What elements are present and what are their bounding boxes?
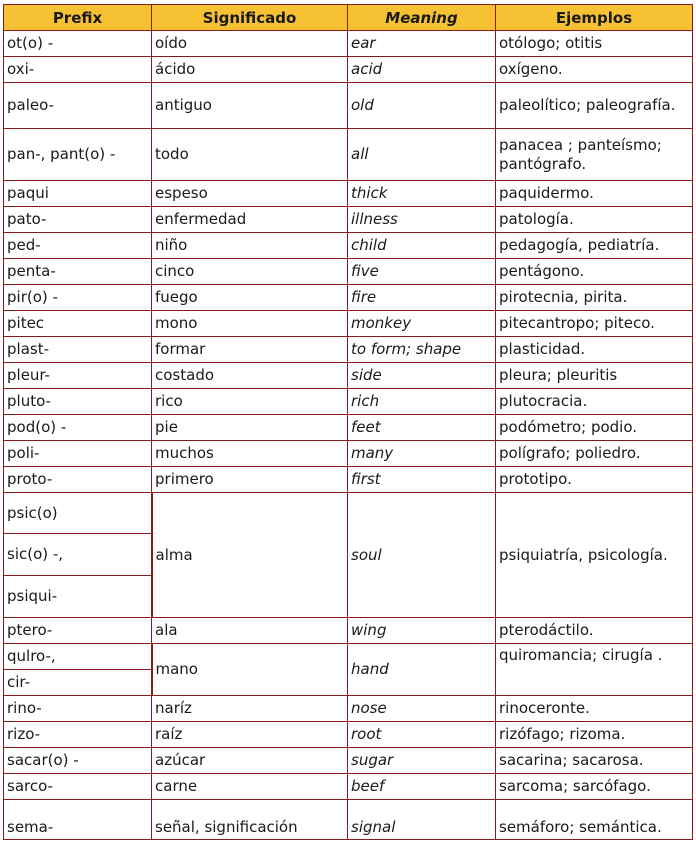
ejemplos-cell: sacarina; sacarosa.: [496, 748, 693, 774]
meaning-cell: soul: [348, 493, 496, 618]
table-row: [4, 493, 693, 534]
prefix-cell: ped-: [4, 233, 152, 259]
ejemplos-cell: paquidermo.: [496, 181, 693, 207]
significado-cell: alma: [152, 493, 348, 618]
significado-cell: fuego: [152, 285, 348, 311]
significado-cell: mano: [152, 644, 348, 696]
table-row: [4, 57, 693, 83]
table-row: [4, 259, 693, 285]
table-row: [4, 774, 693, 800]
table-row: [4, 207, 693, 233]
ejemplos-cell: patología.: [496, 207, 693, 233]
prefix-cell: pleur-: [4, 363, 152, 389]
ejemplos-cell: otólogo; otitis: [496, 31, 693, 57]
meaning-cell: hand: [348, 644, 496, 696]
meaning-cell: to form; shape: [348, 337, 496, 363]
ejemplos-cell: pedagogía, pediatría.: [496, 233, 693, 259]
meaning-cell: beef: [348, 774, 496, 800]
prefix-cell: pitec: [4, 311, 152, 337]
significado-cell: primero: [152, 467, 348, 493]
significado-cell: señal, significación: [152, 800, 348, 840]
header-meaning: Meaning: [348, 5, 496, 31]
table-row: [4, 618, 693, 644]
header-ejemplos: Ejemplos: [496, 5, 693, 31]
prefix-cell: sarco-: [4, 774, 152, 800]
significado-cell: pie: [152, 415, 348, 441]
ejemplos-cell: pirotecnia, pirita.: [496, 285, 693, 311]
meaning-cell: five: [348, 259, 496, 285]
meaning-cell: root: [348, 722, 496, 748]
meaning-cell: ear: [348, 31, 496, 57]
prefix-cell: rino-: [4, 696, 152, 722]
meaning-cell: first: [348, 467, 496, 493]
prefix-cell: sic(o) -,: [4, 534, 152, 576]
table-row: [4, 285, 693, 311]
significado-cell: oído: [152, 31, 348, 57]
ejemplos-cell: oxígeno.: [496, 57, 693, 83]
table-row: [4, 181, 693, 207]
significado-cell: cinco: [152, 259, 348, 285]
prefix-cell: sacar(o) -: [4, 748, 152, 774]
ejemplos-cell: semáforo; semántica.: [496, 800, 693, 840]
significado-cell: muchos: [152, 441, 348, 467]
meaning-cell: feet: [348, 415, 496, 441]
table-row: [4, 31, 693, 57]
prefix-cell: pluto-: [4, 389, 152, 415]
ejemplos-cell: polígrafo; poliedro.: [496, 441, 693, 467]
meaning-cell: monkey: [348, 311, 496, 337]
meaning-cell: illness: [348, 207, 496, 233]
significado-cell: antiguo: [152, 83, 348, 129]
header-prefix: Prefix: [4, 5, 152, 31]
meaning-cell: old: [348, 83, 496, 129]
meaning-cell: child: [348, 233, 496, 259]
prefix-cell: ptero-: [4, 618, 152, 644]
meaning-cell: rich: [348, 389, 496, 415]
significado-cell: espeso: [152, 181, 348, 207]
significado-cell: rico: [152, 389, 348, 415]
prefix-cell: plast-: [4, 337, 152, 363]
ejemplos-cell: quiromancia; cirugía .: [496, 644, 693, 696]
significado-cell: todo: [152, 129, 348, 181]
ejemplos-cell: paleolítico; paleografía.: [496, 83, 693, 129]
prefix-cell: psic(o): [4, 493, 152, 534]
significado-cell: azúcar: [152, 748, 348, 774]
prefix-cell: penta-: [4, 259, 152, 285]
table-row: [4, 129, 693, 181]
meaning-cell: all: [348, 129, 496, 181]
table-row: [4, 311, 693, 337]
meaning-cell: signal: [348, 800, 496, 840]
prefix-cell: psiqui-: [4, 576, 152, 618]
meaning-cell: nose: [348, 696, 496, 722]
significado-cell: mono: [152, 311, 348, 337]
meaning-cell: side: [348, 363, 496, 389]
meaning-cell: thick: [348, 181, 496, 207]
table-row: [4, 644, 693, 670]
prefix-cell: ot(o) -: [4, 31, 152, 57]
ejemplos-cell: pentágono.: [496, 259, 693, 285]
ejemplos-cell: plasticidad.: [496, 337, 693, 363]
ejemplos-cell: pterodáctilo.: [496, 618, 693, 644]
ejemplos-cell: prototipo.: [496, 467, 693, 493]
significado-cell: ácido: [152, 57, 348, 83]
table-row: [4, 748, 693, 774]
ejemplos-cell: psiquiatría, psicología.: [496, 493, 693, 618]
meaning-cell: fire: [348, 285, 496, 311]
table-row: [4, 722, 693, 748]
prefix-cell: poli-: [4, 441, 152, 467]
table-row: [4, 337, 693, 363]
ejemplos-cell: plutocracia.: [496, 389, 693, 415]
prefix-cell: qulro-,: [4, 644, 152, 670]
prefix-cell: pod(o) -: [4, 415, 152, 441]
header-row: [4, 5, 693, 31]
ejemplos-cell: rinoceronte.: [496, 696, 693, 722]
prefix-cell: paleo-: [4, 83, 152, 129]
significado-cell: niño: [152, 233, 348, 259]
prefix-cell: pan-, pant(o) -: [4, 129, 152, 181]
ejemplos-cell: sarcoma; sarcófago.: [496, 774, 693, 800]
significado-cell: naríz: [152, 696, 348, 722]
header-significado: Significado: [152, 5, 348, 31]
prefix-cell: sema-: [4, 800, 152, 840]
meaning-cell: sugar: [348, 748, 496, 774]
prefix-cell: pato-: [4, 207, 152, 233]
prefix-cell: paqui: [4, 181, 152, 207]
significado-cell: enfermedad: [152, 207, 348, 233]
meaning-cell: acid: [348, 57, 496, 83]
table-row: [4, 441, 693, 467]
ejemplos-cell: pitecantropo; piteco.: [496, 311, 693, 337]
meaning-cell: wing: [348, 618, 496, 644]
prefix-cell: pir(o) -: [4, 285, 152, 311]
table-row: [4, 233, 693, 259]
ejemplos-cell: panacea ; panteísmo; pantógrafo.: [496, 129, 693, 181]
ejemplos-cell: podómetro; podio.: [496, 415, 693, 441]
table-row: [4, 696, 693, 722]
table-row: [4, 415, 693, 441]
meaning-cell: many: [348, 441, 496, 467]
prefix-cell: rizo-: [4, 722, 152, 748]
prefix-cell: cir-: [4, 670, 152, 696]
significado-cell: costado: [152, 363, 348, 389]
prefix-cell: proto-: [4, 467, 152, 493]
table-row: [4, 389, 693, 415]
table-row: [4, 800, 693, 840]
table-row: [4, 363, 693, 389]
table-row: [4, 83, 693, 129]
significado-cell: formar: [152, 337, 348, 363]
ejemplos-cell: pleura; pleuritis: [496, 363, 693, 389]
significado-cell: ala: [152, 618, 348, 644]
prefix-cell: oxi-: [4, 57, 152, 83]
significado-cell: carne: [152, 774, 348, 800]
table-row: [4, 467, 693, 493]
prefix-table: [3, 4, 693, 840]
significado-cell: raíz: [152, 722, 348, 748]
ejemplos-cell: rizófago; rizoma.: [496, 722, 693, 748]
